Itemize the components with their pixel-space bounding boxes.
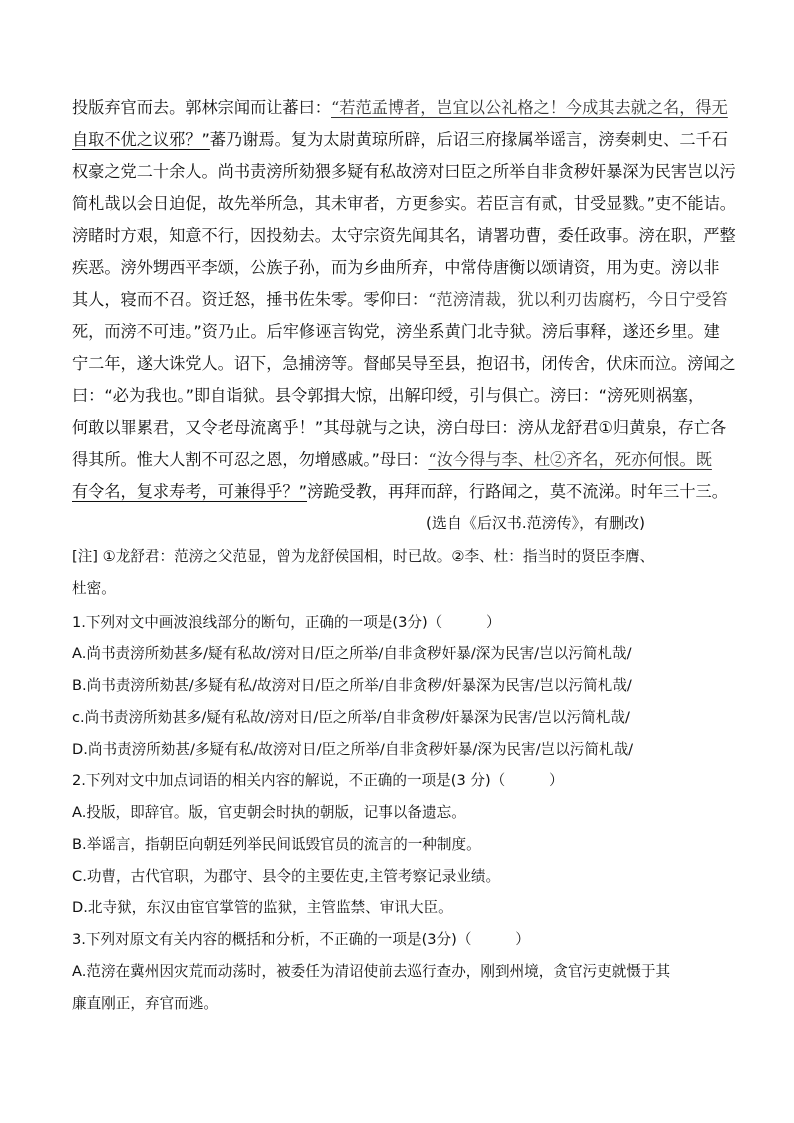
question-3-option-a-line-2: 廉直刚正，弃官而逃。 [72, 995, 218, 1012]
question-1-option-a: A.尚书责滂所劾甚多/疑有私故/滂对日/臣之所举/自非贪秽奸暴/深为民害/岂以污简札哉/ [72, 645, 632, 662]
passage-line-6: 疾恶。滂外甥西平李颂，公族子孙，而为乡曲所弃，中常侍唐衡以颂请资，用为吏。滂以非 [72, 258, 720, 277]
question-1-option-d: D.尚书责滂所劾甚/多疑有私/故滂对日/臣之所举/自非贪秽奸暴/深为民害/岂以污简札哉/ [72, 741, 634, 758]
footnote-line-1: [注] ①龙舒君：范滂之父范显，曾为龙舒侯国相，时已故。②李、杜：指当时的贤臣李膺、 [72, 548, 655, 565]
passage-line-10: 曰：“必为我也。”即自诣狱。县令郭揖大惊，出解印绶，引与俱亡。滂曰：“滂死则祸塞， [72, 386, 705, 405]
underlined-sentence-2-end: 有令名，复求寿考，可兼得乎？” [72, 482, 308, 501]
question-1-option-c: c.尚书责滂所劾甚多/疑有私故/滂对日/臣之所举/自非贪秽/奸暴深为民害/岂以污简札哉/ [72, 709, 630, 726]
question-2-option-d: D.北寺狱，东汉由宦官掌管的监狱，主管监禁、审讯大臣。 [72, 899, 453, 916]
passage-line-7: 其人，寝而不召。资迁怒，捶书佐朱零。零仰曰：“范滂清裁，犹以利刃齿腐朽，今日宁受笞 [72, 290, 728, 309]
question-2: 2.下列对文中加点词语的相关内容的解说，不正确的一项是(3 分)（ ） [72, 772, 564, 789]
question-1-option-b: B.尚书责滂所劾甚/多疑有私/故滂对日/臣之所举/自非贪秽/奸暴深为民害/岂以污简札哉/ [72, 677, 632, 694]
passage-line-2: 自取不优之议邪？”蕃乃谢焉。复为太尉黄琼所辟，后诏三府掾属举谣言，滂奏刺史、二千石 [72, 130, 728, 149]
question-2-option-a: A.投版，即辞官。版，官吏朝会时执的朝版，记事以备遗忘。 [72, 804, 466, 821]
underlined-sentence-1: “若范孟博者，岂宜以公礼格之！今成其去就之名，得无 [331, 98, 728, 117]
passage-line-13: 有令名，复求寿考，可兼得乎？”滂跪受教，再拜而辞，行路闻之，莫不流涕。时年三十三。 [72, 482, 728, 501]
passage-line-4: 简札哉以会日迫促，故先举所急，其未审者，方更参实。若臣言有贰，甘受显戮。”吏不能诘。 [72, 194, 736, 213]
passage-line-9: 宁二年，遂大诛党人。诏下，急捕滂等。督邮吴导至县，抱诏书，闭传舍，伏床而泣。滂闻之 [72, 354, 736, 373]
passage-line-11: 何敢以罪累君，又令老母流离乎！”其母就与之诀，滂白母曰：滂从龙舒君①归黄泉，存亡各 [72, 418, 727, 437]
passage-line-3: 权豪之党二十余人。尚书责滂所劾猥多疑有私故滂对曰臣之所举自非贪秽奸暴深为民害岂以污 [72, 162, 736, 181]
question-1: 1.下列对文中画波浪线部分的断句，正确的一项是(3分)（ ） [72, 614, 501, 631]
passage-line-1: 投版弃官而去。郭林宗闻而让蕃曰：“若范孟博者，岂宜以公礼格之！今成其去就之名，得无 [72, 98, 728, 117]
passage-line-5: 滂睹时方艰，知意不行，因投劾去。太守宗资先闻其名，请署功曹，委任政事。滂在职，严整 [72, 226, 736, 245]
footnote-line-2: 杜密。 [72, 580, 116, 597]
underlined-sentence-1-end: 自取不优之议邪？” [72, 130, 210, 149]
question-2-option-c: C.功曹，古代官职，为郡守、县令的主要佐吏,主管考察记录业绩。 [72, 868, 501, 885]
underlined-sentence-2: “汝今得与李、杜②齐名，死亦何恨。既 [428, 450, 712, 469]
passage-line-12: 得其所。惟大人割不可忍之恩，勿增感戚。”母曰：“汝今得与李、杜②齐名，死亦何恨。既 [72, 450, 712, 469]
question-3: 3.下列对原文有关内容的概括和分析，不正确的一项是(3分)（ ） [72, 931, 530, 948]
source-citation: (选自《后汉书.范滂传》，有删改) [426, 514, 645, 532]
question-3-option-a-line-1: A.范滂在冀州因灾荒而动荡时，被委任为清诏使前去巡行查办，刚到州境，贪官污吏就慑于其 [72, 963, 671, 980]
question-2-option-b: B.举谣言，指朝臣向朝廷列举民间诋毁官员的流言的一种制度。 [72, 836, 481, 853]
passage-line-8: 死，而滂不可违。”资乃止。后牢修诬言钩党，滂坐系黄门北寺狱。滂后事释，遂还乡里。建 [72, 322, 720, 341]
